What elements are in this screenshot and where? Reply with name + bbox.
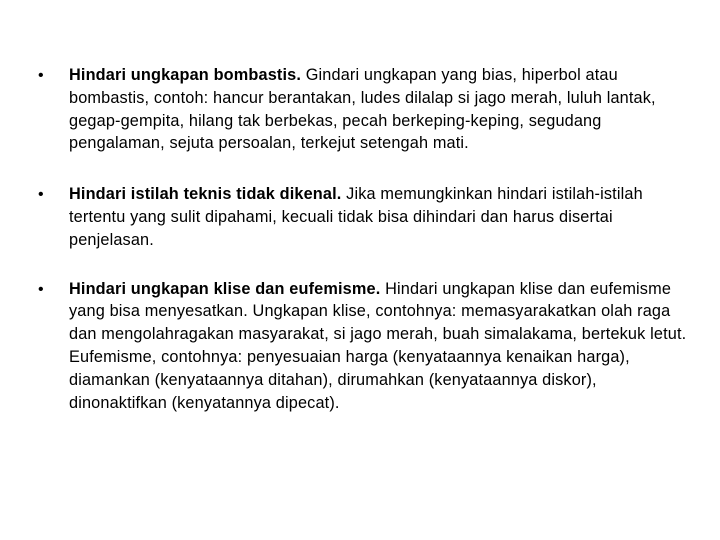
bullet-list (38, 64, 688, 442)
list-item (38, 278, 688, 415)
list-item (38, 64, 688, 155)
bullet-lead-text: Hindari ungkapan bombastis. (69, 66, 302, 84)
bullet-text (69, 183, 688, 251)
bullet-lead-text: Hindari ungkapan klise dan eufemisme. (69, 279, 381, 298)
bullet-body-text: Jika memungkinkan hindari istilah-istilah tertentu yang sulit dipahami, kecuali tidak bisa dihindari dan harus disertai penjelasan. (69, 185, 643, 249)
bullet-icon: • (38, 186, 44, 204)
bullet-lead-text: Hindari istilah teknis tidak dikenal. (69, 185, 342, 204)
bullet-text (69, 64, 688, 155)
bullet-icon: • (38, 67, 44, 84)
bullet-icon: • (38, 280, 44, 298)
bullet-body-text: Gindari ungkapan yang bias, hiperbol atau bombastis, contoh: hancur berantakan, ludes dilalap si jago merah, luluh lantak, gegap-gempita, hilang tak berbekas, pecah berkeping-keping, segudang pengalaman, sejuta persoalan, terkejut setengah mati. (69, 66, 656, 153)
bullet-text (69, 278, 688, 415)
bullet-body-text: Hindari ungkapan klise dan eufemisme yang bisa menyesatkan. Ungkapan klise, contohnya: memasyarakatkan olah raga dan mengolahragakan masyarakat, si jago merah, buah simalakama, bertekuk letut. Eufemisme, contohnya: penyesuaian harga (kenyataannya kenaikan harga), diamankan (kenyataannya ditahan), dirumahkan (kenyataannya diskor), dinonaktifkan (kenyatannya dipecat). (69, 279, 687, 412)
list-item (38, 183, 688, 251)
